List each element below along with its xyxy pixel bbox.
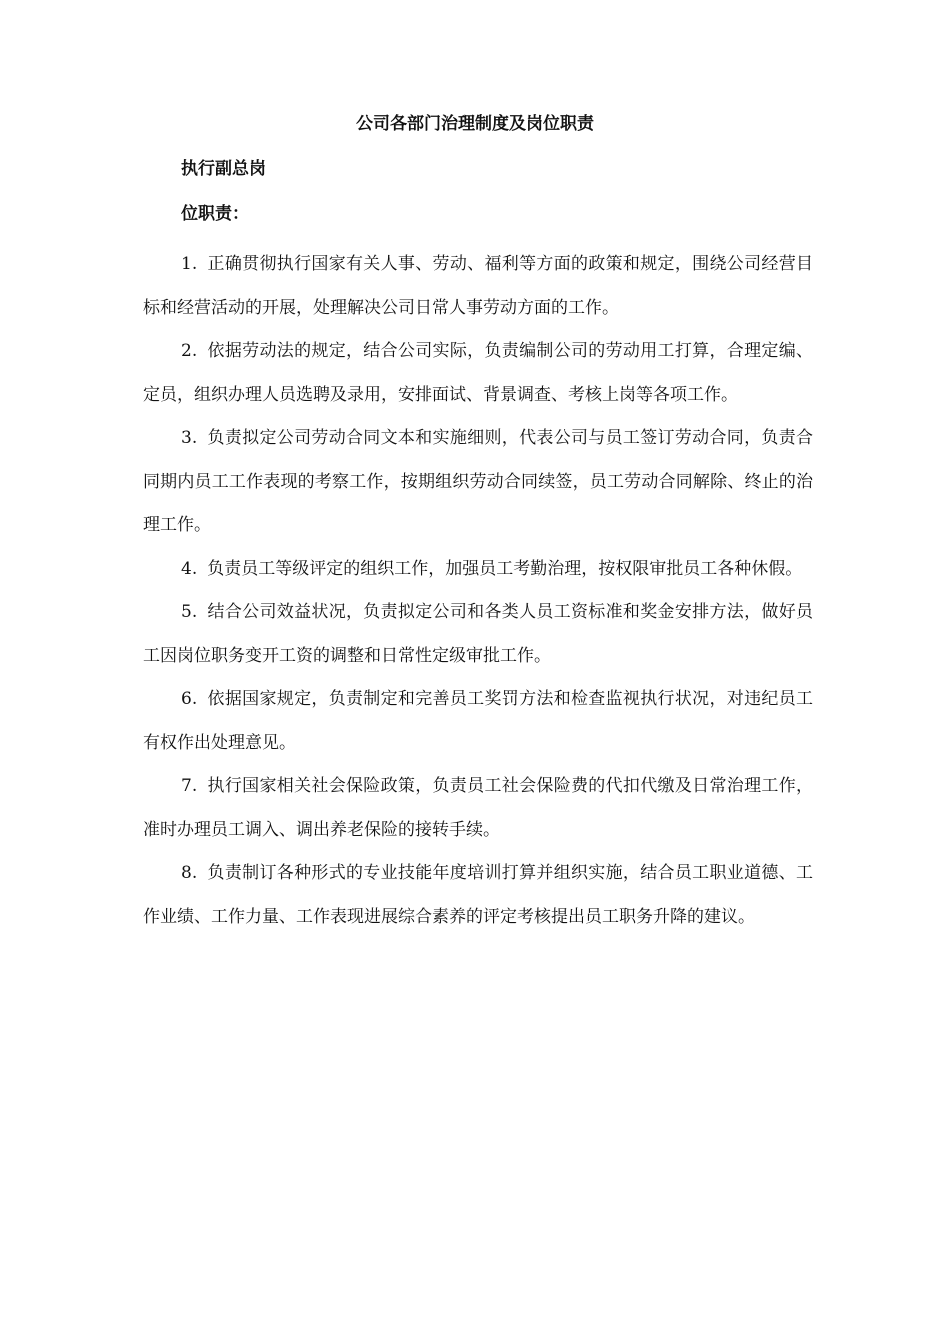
item-number: 8. <box>181 863 198 883</box>
item-text: 正确贯彻执行国家有关人事、劳动、福利等方面的政策和规定，围绕公司经营目标和经营活动的开展，处理解决公司日常人事劳动方面的工作。 <box>143 254 813 318</box>
duty-item-6 <box>143 678 813 765</box>
item-number: 4. <box>181 558 198 579</box>
item-number: 3. <box>181 428 198 448</box>
document-title: 公司各部门治理制度及岗位职责 <box>356 114 594 134</box>
duty-item-7 <box>143 765 813 852</box>
item-number: 2. <box>181 341 198 361</box>
item-number: 6. <box>181 689 198 709</box>
item-number: 7. <box>181 776 198 796</box>
item-number: 1. <box>181 254 198 274</box>
duty-item-3 <box>143 417 813 548</box>
duty-item-2 <box>143 330 813 417</box>
duties-heading: 位职责： <box>181 204 249 224</box>
duty-item-8 <box>143 852 813 939</box>
duty-item-5 <box>143 591 813 678</box>
item-text: 负责拟定公司劳动合同文本和实施细则，代表公司与员工签订劳动合同，负责合同期内员工工作表现的考察工作，按期组织劳动合同续签，员工劳动合同解除、终止的治理工作。 <box>143 428 813 535</box>
duty-item-4 <box>143 548 813 592</box>
item-text: 依据国家规定，负责制定和完善员工奖罚方法和检查监视执行状况，对违纪员工有权作出处理意见。 <box>143 689 813 753</box>
item-text: 结合公司效益状况，负责拟定公司和各类人员工资标准和奖金安排方法，做好员工因岗位职务变开工资的调整和日常性定级审批工作。 <box>143 602 813 666</box>
item-text: 负责制订各种形式的专业技能年度培训打算并组织实施，结合员工职业道德、工作业绩、工作力量、工作表现进展综合素养的评定考核提出员工职务升降的建议。 <box>143 863 813 927</box>
duty-item-1 <box>143 243 813 330</box>
item-text: 执行国家相关社会保险政策，负责员工社会保险费的代扣代缴及日常治理工作，准时办理员工调入、调出养老保险的接转手续。 <box>143 776 813 840</box>
item-number: 5. <box>181 602 198 622</box>
role-heading: 执行副总岗 <box>181 159 266 179</box>
item-text: 依据劳动法的规定，结合公司实际，负责编制公司的劳动用工打算，合理定编、定员，组织办理人员选聘及录用，安排面试、背景调查、考核上岗等各项工作。 <box>143 341 813 405</box>
item-text: 负责员工等级评定的组织工作，加强员工考勤治理，按权限审批员工各种休假。 <box>207 558 803 579</box>
duties-list <box>143 243 813 939</box>
